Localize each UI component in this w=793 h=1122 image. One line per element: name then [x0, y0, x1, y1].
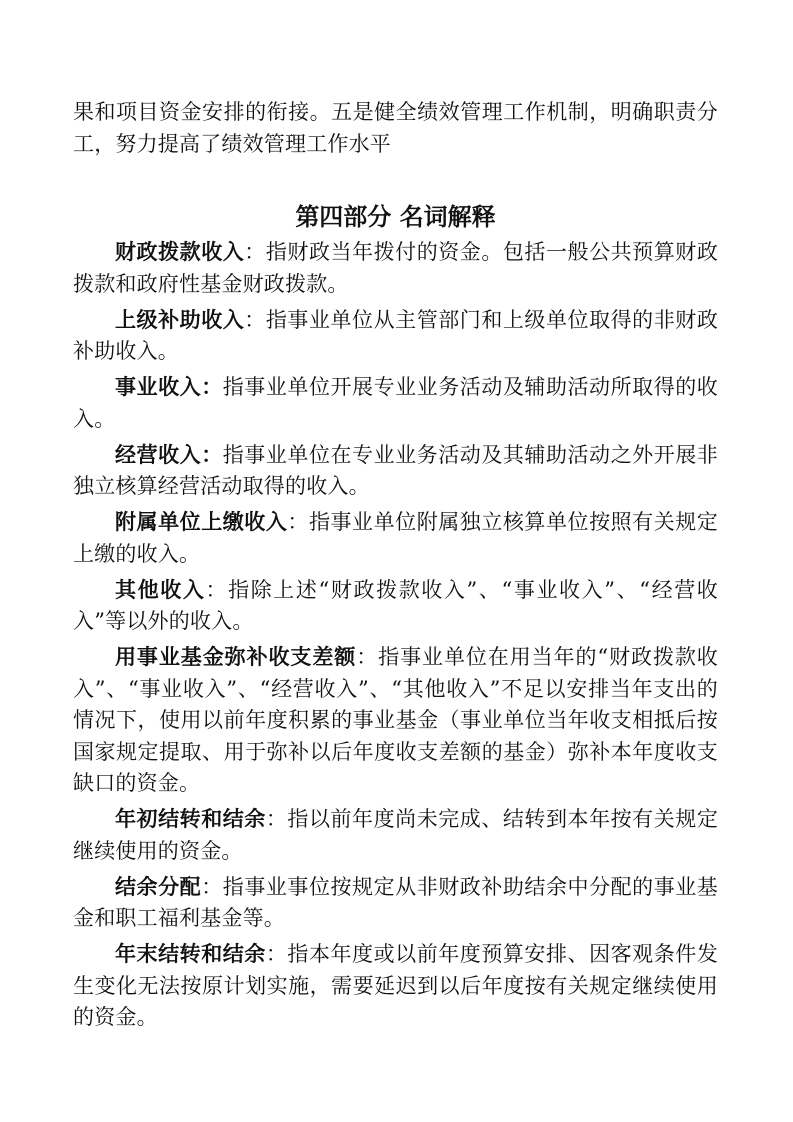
definition-text: 指财政当年拨付的资金。包括一般公共预算财政拨款和政府性基金财政拨款。: [73, 240, 719, 296]
definition-text: 指本年度或以前年度预算安排、因客观条件发生变化无法按原计划实施，需要延迟到以后年度按有关规定继续使用的资金。: [73, 942, 719, 1029]
definition-text: 指事业事位按规定从非财政补助结余中分配的事业基金和职工福利基金等。: [73, 874, 719, 930]
definition-term: 结余分配: [115, 874, 202, 899]
definition-item: [73, 642, 718, 800]
definition-colon: ：: [244, 307, 266, 332]
definition-colon: ：: [201, 874, 223, 899]
definition-item: [73, 939, 718, 1034]
definition-term: 年初结转和结余: [115, 807, 266, 831]
definition-item: [73, 305, 718, 368]
definition-term: 经营收入：: [115, 442, 223, 467]
definition-item: [73, 440, 718, 503]
definition-term: 年末结转和结余: [115, 942, 266, 966]
definition-text: 指事业单位在用当年的“财政拨款收入”、“事业收入”、“经营收入”、“其他收入”不足以安排当年支出的情况下，使用以前年度积累的事业基金（事业单位当年收支相抵后按国家规定提取、用于弥补以后年度收支差额的基金）弥补本年度收支缺口的资金。: [73, 645, 719, 795]
definition-item: [73, 575, 718, 638]
definition-item: [73, 507, 718, 570]
intro-paragraph: 果和项目资金安排的衔接。五是健全绩效管理工作机制，明确职责分工，努力提高了绩效管理工作水平: [73, 100, 718, 156]
definition-colon: ：: [205, 577, 229, 602]
document-page: [73, 97, 718, 1038]
definition-term: 其他收入: [115, 577, 206, 602]
definition-text: 指事业单位在专业业务活动及其辅助活动之外开展非独立核算经营活动取得的收入。: [73, 442, 718, 498]
definition-item: [73, 237, 718, 300]
definition-text: 指以前年度尚未完成、结转到本年按有关规定继续使用的资金。: [73, 807, 719, 863]
definition-text: 指事业单位从主管部门和上级单位取得的非财政补助收入。: [73, 307, 719, 363]
definition-term: 用事业基金弥补收支差额: [115, 645, 357, 669]
definition-item: [73, 372, 718, 435]
definition-colon: ：: [287, 510, 309, 534]
definition-term: 财政拨款收入: [115, 240, 245, 264]
definition-item: [73, 804, 718, 867]
definition-text: 指事业单位开展专业业务活动及辅助活动所取得的收入。: [73, 375, 718, 431]
definition-text: 指除上述“财政拨款收入”、“事业收入”、“经营收入”等以外的收入。: [73, 577, 719, 633]
definition-colon: ：: [356, 645, 379, 669]
definition-term: 上级补助收入: [115, 307, 245, 332]
definition-colon: ：: [265, 807, 288, 831]
definition-colon: ：: [265, 942, 288, 966]
definition-term: 事业收入：: [115, 375, 223, 399]
definition-colon: ：: [244, 240, 266, 264]
definition-text: 指事业单位附属独立核算单位按照有关规定上缴的收入。: [73, 510, 719, 566]
definition-item: [73, 872, 718, 935]
section-title: 第四部分 名词解释: [295, 203, 496, 231]
definition-term: 附属单位上缴收入: [115, 510, 288, 534]
